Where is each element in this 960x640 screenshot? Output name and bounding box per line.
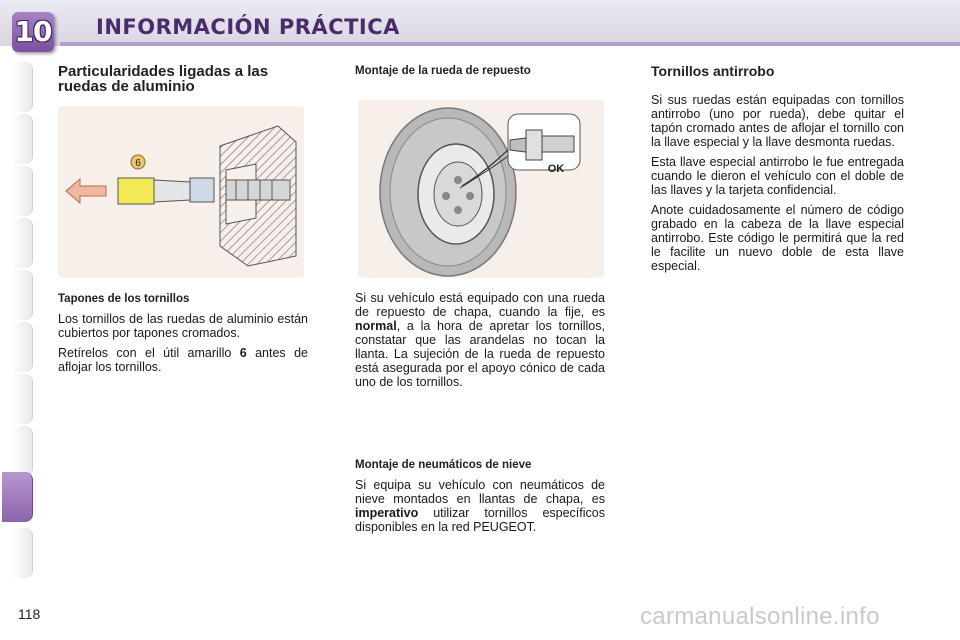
left-column (58, 64, 308, 104)
hubcap-tool-drawing (58, 106, 304, 278)
sub-heading: Tapones de los tornillos (58, 293, 190, 305)
spare-wheel-drawing (358, 100, 604, 278)
chapter-tab[interactable] (12, 322, 33, 372)
chapter-tabs (0, 62, 34, 582)
paragraph: Los tornillos de las ruedas de aluminio están cubiertos por tapones cromados. (58, 312, 308, 340)
paragraph: Esta llave especial antirrobo le fue entregada cuando le dieron el vehículo con el doble de las llaves y la tarjeta confidencial. (651, 155, 904, 197)
header-underline (60, 42, 960, 46)
chapter-tab[interactable] (12, 218, 33, 268)
right-column (651, 64, 904, 279)
chapter-tab[interactable] (12, 62, 33, 112)
chapter-tab[interactable] (12, 114, 33, 164)
middle-text (355, 291, 605, 395)
paragraph: Si sus ruedas están equipadas con tornillos antirrobo (uno por rueda), debe quitar el tapón cromado antes de aflojar el tornillo con la llave especial y la llave desmonta ruedas. (651, 93, 904, 149)
paragraph: Si equipa su vehículo con neumáticos de nieve montados en llantas de chapa, es imperativo utilizar tornillos específicos disponibles en la red PEUGEOT. (355, 478, 605, 534)
sub-heading: Montaje de la rueda de repuesto (355, 65, 531, 77)
paragraph: Anote cuidadosamente el número de código grabado en la cabeza de la llave especial antirrobo. Este código le permitirá que la red le facilite un nuevo doble de esta llave especial. (651, 203, 904, 273)
chapter-tab[interactable] (12, 270, 33, 320)
paragraph: Retírelos con el útil amarillo 6 antes de aflojar los tornillos. (58, 346, 308, 374)
chapter-tab[interactable] (12, 528, 33, 578)
chapter-tab[interactable] (12, 374, 33, 424)
page-title: INFORMACIÓN PRÁCTICA (96, 15, 400, 39)
chapter-tab-active[interactable] (2, 472, 33, 522)
section-heading: Particularidades ligadas a las ruedas de aluminio (58, 63, 269, 95)
sub-heading: Montaje de neumáticos de nieve (355, 459, 532, 471)
callout-label: 6 (135, 158, 141, 169)
middle-column (355, 64, 605, 84)
watermark: carmanualsonline.info (640, 603, 880, 630)
section-heading: Tornillos antirrobo (651, 63, 775, 79)
paragraph: Si su vehículo está equipado con una rueda de repuesto de chapa, cuando la fije, es normal, a la hora de apretar los tornillos, constatar que las arandelas no tocan la llanta. La sujeción de la rueda de repuesto está asegurada por el apoyo cónico de cada uno de los tornillos. (355, 291, 605, 389)
spare-wheel-illustration (358, 100, 604, 278)
page-number: 118 (18, 606, 41, 622)
chapter-tab[interactable] (12, 426, 33, 476)
ok-label: OK (547, 163, 565, 175)
hubcap-illustration (58, 106, 304, 278)
left-text (58, 292, 308, 380)
middle-text-snow (355, 458, 605, 540)
chapter-badge: 10 (12, 12, 54, 52)
chapter-tab[interactable] (12, 166, 33, 216)
